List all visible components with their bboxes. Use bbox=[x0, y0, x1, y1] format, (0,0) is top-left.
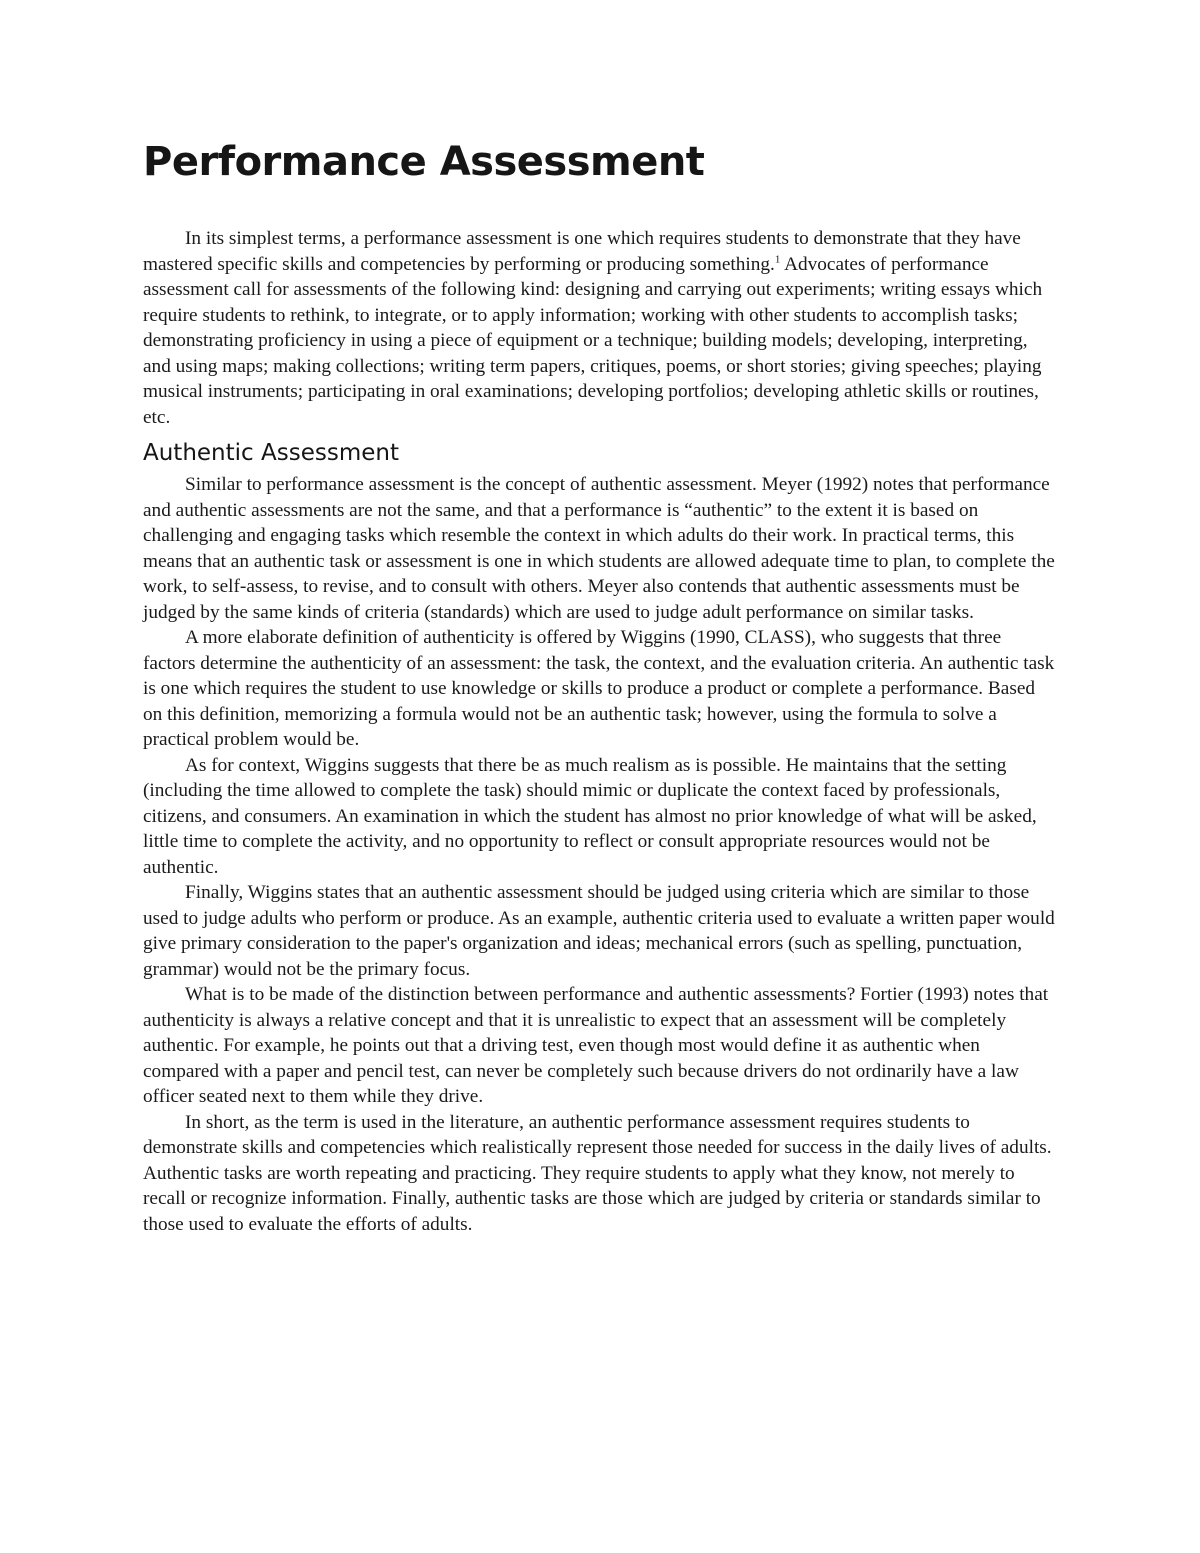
footnote-marker: 1 bbox=[774, 253, 781, 266]
body-paragraph: Finally, Wiggins states that an authentic assessment should be judged using criteria which are similar to those used to judge adults who perform or produce. As an example, authentic criteria used to evaluate a written paper would give primary consideration to the paper's organization and ideas; mechanical errors (such as spelling, punctuation, grammar) would not be the primary focus. bbox=[143, 882, 1055, 980]
intro-text-continued: Advocates of performance assessment call for assessments of the following kind: designing and carrying out experiments; writing essays which require students to rethink, to integrate, or to apply information; working with other students to accomplish tasks; demonstrating proficiency in using a piece of equipment or a technique; building models; developing, interpreting, and using maps; making collections; writing term papers, critiques, poems, or short stories; giving speeches; playing musical instruments; participating in oral examinations; developing portfolios; developing athletic skills or routines, etc. bbox=[143, 253, 1043, 428]
page-title: Performance Assessment bbox=[143, 139, 705, 185]
body-paragraph: As for context, Wiggins suggests that there be as much realism as is possible. He maintains that the setting (including the time allowed to complete the task) should mimic or duplicate the context faced by professionals, citizens, and consumers. An examination in which the student has almost no prior knowledge of what will be asked, little time to complete the activity, and no opportunity to reflect or consult appropriate resources would not be authentic. bbox=[143, 754, 1037, 878]
body-paragraph: A more elaborate definition of authenticity is offered by Wiggins (1990, CLASS), who suggests that three factors determine the authenticity of an assessment: the task, the context, and the evaluation criteria. An authentic task is one which requires the student to use knowledge or skills to produce a product or complete a performance. Based on this definition, memorizing a formula would not be an authentic task; however, using the formula to solve a practical problem would be. bbox=[143, 627, 1055, 750]
document-page bbox=[143, 138, 1057, 1237]
body-paragraph: What is to be made of the distinction between performance and authentic assessments? Fortier (1993) notes that authenticity is always a relative concept and that it is unrealistic to expect that an assessment will be completely authentic. For example, he points out that a driving test, even though most would define it as authentic when compared with a paper and pencil test, can never be completely such because drivers do not ordinarily have a law officer seated next to them while they drive. bbox=[143, 984, 1049, 1107]
intro-text: In its simplest terms, a performance assessment is one which requires students to demonstrate that they have mastered specific skills and competencies by performing or producing something. bbox=[143, 228, 1021, 275]
body-paragraph: Similar to performance assessment is the concept of authentic assessment. Meyer (1992) notes that performance and authentic assessments are not the same, and that a performance is “authentic” to the extent it is based on challenging and engaging tasks which resemble the context in which adults do their work. In practical terms, this means that an authentic task or assessment is one in which students are allowed adequate time to plan, to complete the work, to self-assess, to revise, and to consult with others. Meyer also contends that authentic assessments must be judged by the same kinds of criteria (standards) which are used to judge adult performance on similar tasks. bbox=[143, 474, 1055, 623]
body-paragraph: In short, as the term is used in the literature, an authentic performance assessment requires students to demonstrate skills and competencies which realistically represent those needed for success in the daily lives of adults. Authentic tasks are worth repeating and practicing. They require students to apply what they know, not merely to recall or recognize information. Finally, authentic tasks are those which are judged by criteria or standards similar to those used to evaluate the efforts of adults. bbox=[143, 1111, 1052, 1235]
section-heading: Authentic Assessment bbox=[143, 440, 399, 466]
intro-paragraph bbox=[143, 226, 1057, 430]
